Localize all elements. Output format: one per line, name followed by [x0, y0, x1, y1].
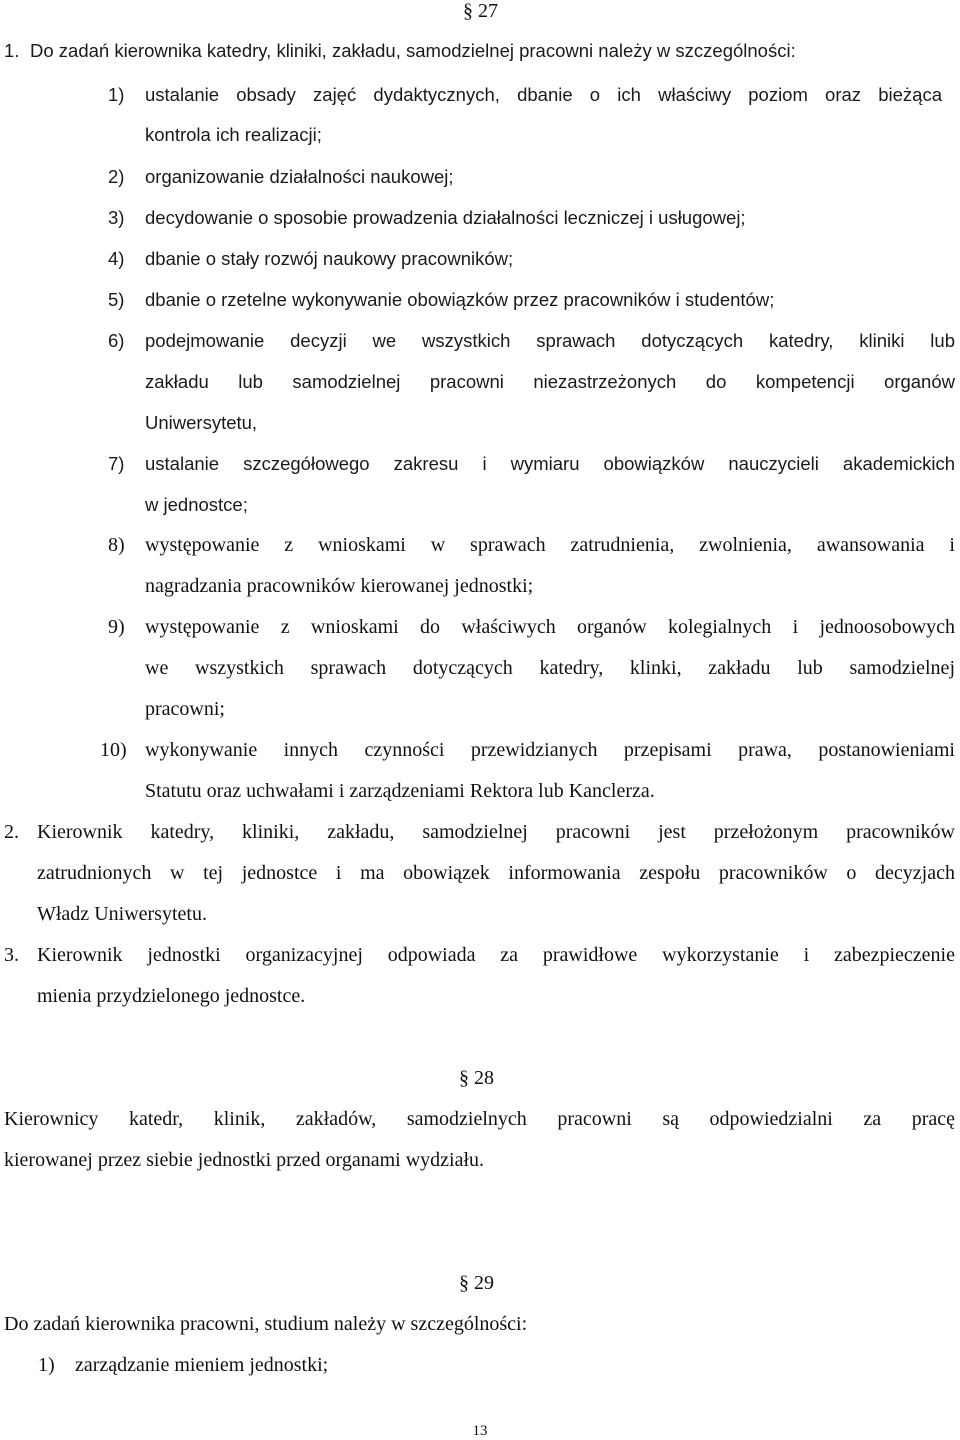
list-item-line: zarządzanie mieniem jednostki; [75, 1354, 329, 1376]
section-28-line: Kierownicy katedr, klinik, zakładów, samodzielnych pracowni są odpowiedzialni za pracę [4, 1108, 955, 1130]
list-item-line: podejmowanie decyzji we wszystkich sprawach dotyczących katedry, kliniki lub [145, 330, 955, 351]
section-heading-28: § 28 [459, 1067, 494, 1089]
section-28-line: kierowanej przez siebie jednostki przed organami wydziału. [4, 1149, 485, 1171]
list-item-line: decydowanie o sposobie prowadzenia działalności leczniczej i usługowej; [145, 207, 746, 228]
list-item-number: 5) [108, 289, 125, 310]
list-item-line: nagradzania pracowników kierowanej jednostki; [145, 575, 534, 597]
list-item-line: dbanie o stały rozwój naukowy pracowników; [145, 248, 514, 269]
list-item-line: pracowni; [145, 698, 225, 720]
list-item-line: występowanie z wnioskami do właściwych organów kolegialnych i jednoosobowych [145, 616, 955, 638]
paragraph-3-line: Kierownik jednostki organizacyjnej odpowiada za prawidłowe wykorzystanie i zabezpieczenie [37, 944, 955, 966]
paragraph-1-text: Do zadań kierownika katedry, kliniki, zakładu, samodzielnej pracowni należy w szczególności: [30, 40, 796, 61]
list-item-line: kontrola ich realizacji; [145, 124, 322, 145]
page-number: 13 [472, 1423, 488, 1439]
list-item-line: Uniwersytetu, [145, 412, 258, 433]
list-item-number: 1) [38, 1354, 55, 1376]
paragraph-2-line: Władz Uniwersytetu. [37, 903, 207, 925]
list-item-line: ustalanie obsady zajęć dydaktycznych, dbanie o ich właściwy poziom oraz bieżąca [145, 84, 942, 105]
list-item-number: 9) [108, 616, 125, 638]
list-item-number: 8) [108, 534, 125, 556]
list-item-number: 1) [108, 84, 125, 105]
section-heading-29: § 29 [459, 1272, 494, 1294]
list-item-number: 4) [108, 248, 125, 269]
list-item-number: 7) [108, 453, 125, 474]
list-item-number: 2) [108, 166, 125, 187]
list-item-line: ustalanie szczegółowego zakresu i wymiaru obowiązków nauczycieli akademickich [145, 453, 955, 474]
list-item-line: organizowanie działalności naukowej; [145, 166, 454, 187]
list-item-line: zakładu lub samodzielnej pracowni niezastrzeżonych do kompetencji organów [145, 371, 955, 392]
list-item-line: w jednostce; [145, 494, 248, 515]
list-item-line: występowanie z wnioskami w sprawach zatrudnienia, zwolnienia, awansowania i [145, 534, 955, 556]
section-29-intro: Do zadań kierownika pracowni, studium należy w szczególności: [4, 1313, 528, 1335]
paragraph-3-line: mienia przydzielonego jednostce. [37, 985, 306, 1007]
paragraph-2-line: zatrudnionych w tej jednostce i ma obowiązek informowania zespołu pracowników o decyzjach [37, 862, 955, 884]
paragraph-2-line: Kierownik katedry, kliniki, zakładu, samodzielnej pracowni jest przełożonym pracowników [37, 821, 955, 843]
list-item-line: dbanie o rzetelne wykonywanie obowiązków przez pracowników i studentów; [145, 289, 775, 310]
list-item-number: 3) [108, 207, 125, 228]
section-heading-27: § 27 [463, 0, 498, 22]
list-item-number: 6) [108, 330, 125, 351]
paragraph-2-number: 2. [4, 821, 19, 843]
list-item-line: we wszystkich sprawach dotyczących katedry, klinki, zakładu lub samodzielnej [145, 657, 955, 679]
paragraph-1-number: 1. [4, 40, 20, 61]
paragraph-3-number: 3. [4, 944, 19, 966]
list-item-number: 10) [100, 739, 127, 761]
list-item-line: wykonywanie innych czynności przewidzianych przepisami prawa, postanowieniami [145, 739, 955, 761]
list-item-line: Statutu oraz uchwałami i zarządzeniami Rektora lub Kanclerza. [145, 780, 655, 802]
